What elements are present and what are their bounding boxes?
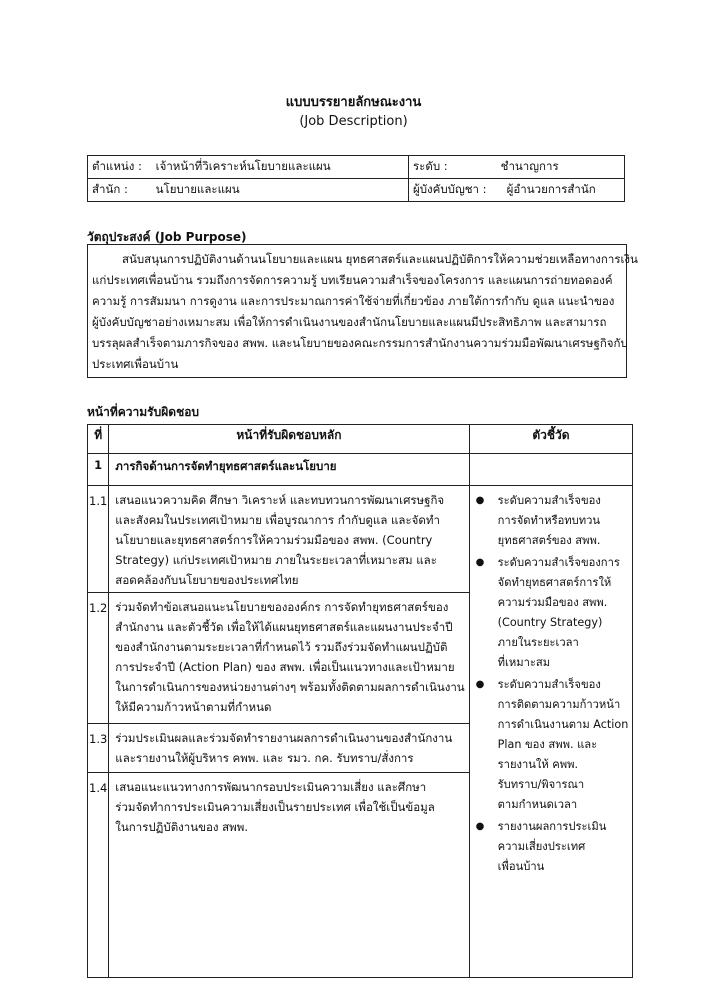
indicators-cell (469, 486, 633, 978)
indicator-line: ระดับความสำเร็จของ (497, 494, 601, 507)
level-cell (409, 156, 625, 179)
column-header-main: หน้าที่รับผิดชอบหลัก (109, 425, 469, 454)
item-line: Strategy) แก่ประเทศเป้าหมาย ภายในระยะเวลาที่เหมาะสม และ (115, 553, 437, 567)
item-text (109, 486, 469, 593)
responsibilities-table (87, 424, 633, 978)
item-text (109, 773, 469, 978)
bullet-icon: ● (475, 679, 485, 690)
indicator-line: ระดับความสำเร็จของ (497, 678, 601, 691)
supervisor-label: ผู้บังคับบัญชา : (413, 182, 487, 196)
indicator-line: ภายในระยะเวลา (497, 636, 579, 649)
column-header-no: ที่ (88, 425, 109, 454)
item-line: ของสำนักงานตามระยะเวลาที่กำหนดไว้ รวมถึงร่วมจัดทำแผนปฏิบัติ (115, 640, 448, 654)
section-no: 1 (88, 454, 109, 486)
indicator-line: ที่เหมาะสม (497, 656, 551, 669)
indicator-line: จัดทำยุทธศาสตร์การให้ (497, 576, 612, 589)
indicator-line: ตามกำหนดเวลา (497, 798, 578, 811)
office-row (88, 179, 625, 202)
item-text (109, 724, 469, 773)
item-line: นโยบายและยุทธศาสตร์การให้ความร่วมมือของ สพพ. (Country (115, 533, 433, 547)
purpose-line: สนับสนุนการปฏิบัติงานด้านนโยบายและแผน ยุทธศาสตร์และแผนปฏิบัติการให้ความช่วยเหลือทางการเงิน (122, 252, 638, 266)
indicator-line: เพื่อนบ้าน (497, 860, 545, 873)
level-label: ระดับ : (413, 159, 448, 173)
item-no: 1.1 (88, 486, 109, 593)
item-line: ร่วมประเมินผลและร่วมจัดทำรายงานผลการดำเนินงานของสำนักงาน (115, 731, 453, 745)
level-value: ชำนาญการ (500, 159, 559, 173)
item-line: ในการดำเนินการของหน่วยงานต่างๆ พร้อมทั้งติดตามผลการดำเนินงาน (115, 680, 465, 694)
indicator-line: การจัดทำหรือทบทวน (497, 514, 601, 527)
indicator-line: ระดับความสำเร็จของการ (497, 556, 620, 569)
supervisor-cell (409, 179, 625, 202)
indicator-line: (Country Strategy) (497, 616, 603, 629)
position-row (88, 156, 625, 179)
column-header-indicator: ตัวชี้วัด (469, 425, 633, 454)
purpose-line: ความรู้ การสัมมนา การดูงาน และการประมาณการค่าใช้จ่ายที่เกี่ยวข้อง ภายใต้การกำกับ ดูแล แนะนำของ (92, 294, 615, 308)
item-no: 1.2 (88, 593, 109, 724)
section-row (88, 454, 633, 486)
purpose-line: บรรลุผลสำเร็จตามภารกิจของ สพพ. และนโยบายของคณะกรรมการสำนักงานความร่วมมือพัฒนาเศรษฐกิจกับ (92, 336, 628, 350)
office-cell (88, 179, 409, 202)
bullet-icon: ● (475, 821, 485, 832)
indicator-item (474, 817, 629, 877)
item-no: 1.3 (88, 724, 109, 773)
item-line: เสนอแนะแนวทางการพัฒนากรอบประเมินความเสี่ยง และศึกษา (115, 780, 427, 794)
table-row (88, 486, 633, 593)
item-line: ในการปฏิบัติงานของ สพพ. (115, 820, 248, 834)
item-line: ร่วมจัดทำการประเมินความเสี่ยงเป็นรายประเทศ เพื่อใช้เป็นข้อมูล (115, 800, 435, 814)
position-cell (88, 156, 409, 179)
indicator-item (474, 675, 629, 815)
purpose-line: ผู้บังคับบัญชาอย่างเหมาะสม เพื่อให้การดำเนินงานของสำนักนโยบายและแผนมีประสิทธิภาพ และสามารถ (92, 315, 607, 329)
document-subtitle: (Job Description) (299, 114, 408, 129)
item-line: ร่วมจัดทำข้อเสนอแนะนโยบายขององค์กร การจัดทำยุทธศาสตร์ของ (115, 600, 449, 614)
indicator-item (474, 491, 629, 551)
item-line: ให้มีความก้าวหน้าตามที่กำหนด (115, 700, 272, 714)
document-title: แบบบรรยายลักษณะงาน (285, 95, 422, 110)
supervisor-value: ผู้อำนวยการสำนัก (506, 182, 596, 196)
item-text (109, 593, 469, 724)
indicator-line: รายงานให้ คพพ. (497, 758, 579, 771)
item-line: การประจำปี (Action Plan) ของ สพพ. เพื่อเป็นแนวทางและเป้าหมาย (115, 660, 455, 674)
position-value: เจ้าหน้าที่วิเคราะห์นโยบายและแผน (155, 159, 331, 173)
indicator-line: ยุทธศาสตร์ของ สพพ. (497, 534, 601, 547)
item-line: สำนักงาน และตัวชี้วัด เพื่อให้ได้แผนยุทธศาสตร์และแผนงานประจำปี (115, 620, 453, 634)
bullet-icon: ● (475, 557, 485, 568)
indicator-line: การดำเนินงานตาม Action (497, 718, 629, 731)
indicator-line: ความเสี่ยงประเทศ (497, 840, 586, 853)
purpose-line: ประเทศเพื่อนบ้าน (92, 357, 179, 371)
position-label: ตำแหน่ง : (92, 159, 142, 173)
indicator-line: ความร่วมมือของ สพพ. (497, 596, 608, 609)
indicator-item (474, 553, 629, 673)
indicator-line: การติดตามความก้าวหน้า (497, 698, 621, 711)
purpose-heading: วัตถุประสงค์ (Job Purpose) (87, 230, 247, 244)
section-indicator-empty (469, 454, 633, 486)
item-line: สอดคล้องกับนโยบายของประเทศไทย (115, 573, 299, 587)
bullet-icon: ● (475, 495, 485, 506)
item-no: 1.4 (88, 773, 109, 978)
purpose-box (87, 244, 638, 378)
item-line: เสนอแนวความคิด ศึกษา วิเคราะห์ และทบทวนการพัฒนาเศรษฐกิจ (115, 493, 445, 507)
indicator-line: รับทราบ/พิจารณา (497, 778, 585, 791)
indicator-line: รายงานผลการประเมิน (497, 820, 607, 833)
position-table (87, 155, 625, 202)
item-line: และสังคมในประเทศเป้าหมาย เพื่อบูรณาการ กำกับดูแล และจัดทำ (115, 513, 440, 527)
purpose-line: แก่ประเทศเพื่อนบ้าน รวมถึงการจัดการความรู้ บทเรียนความสำเร็จของโครงการ และแผนการถ่ายทอดองค์ (92, 273, 613, 287)
responsibilities-heading: หน้าที่ความรับผิดชอบ (87, 405, 200, 419)
table-header-row (88, 425, 633, 454)
office-label: สำนัก : (92, 182, 128, 196)
office-value: นโยบายและแผน (155, 182, 240, 196)
section-title: ภารกิจด้านการจัดทำยุทธศาสตร์และนโยบาย (109, 454, 469, 486)
indicator-line: Plan ของ สพพ. และ (497, 738, 598, 751)
item-line: และรายงานให้ผู้บริหาร คพพ. และ รมว. กค. รับทราบ/สั่งการ (115, 751, 414, 765)
